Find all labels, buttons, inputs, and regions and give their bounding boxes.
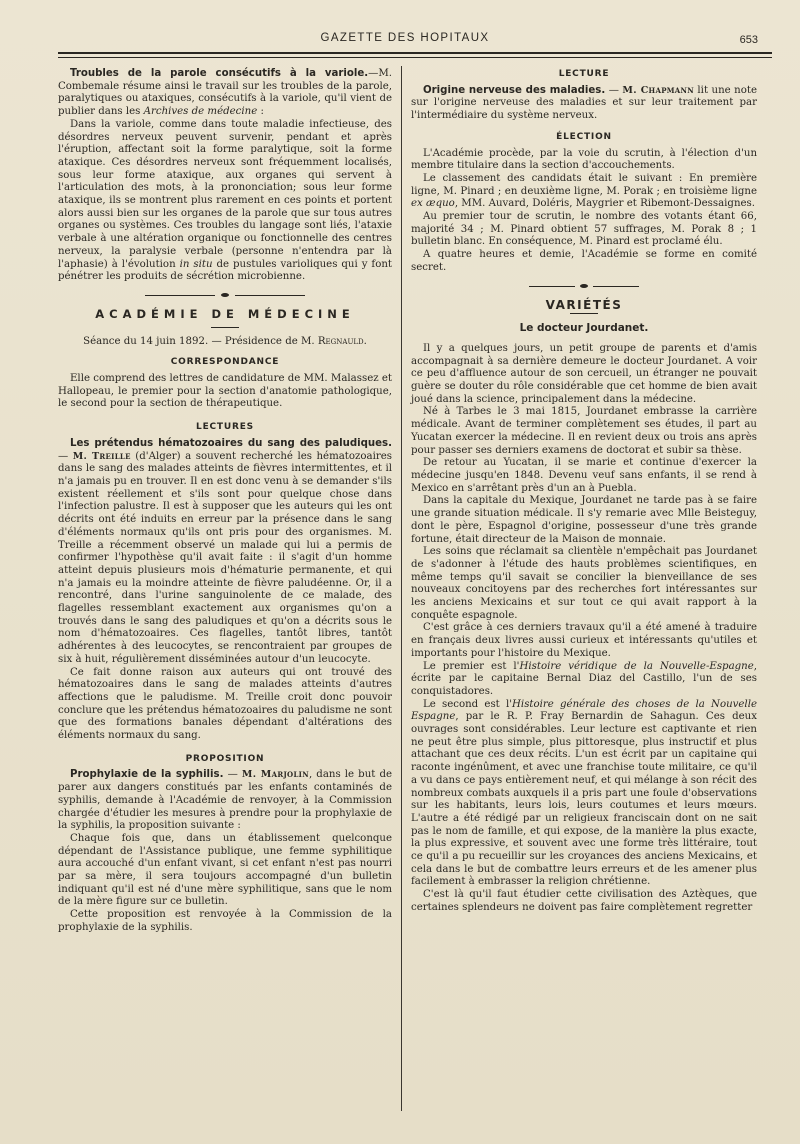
syphilis-paragraph: Prophylaxie de la syphilis. — M. Marjolin, dans le but de parer aux dangers constitués par les enfants contaminés de syphilis, demande à l'Académie de renvoyer, à la Commission chargée d'étudier les mesures à prendre pour la prophylaxie de la syphilis, la proposition suivante : (58, 769, 393, 832)
article-p6: C'est grâce à ces derniers travaux qu'il a été amené à traduire en français deux livres aussi curieux et intéressants qu'utiles et importants pour l'histoire du Mexique. (411, 622, 757, 659)
syphilis-title: Prophylaxie de la syphilis. (70, 769, 224, 781)
intro-lead-end: : (257, 106, 264, 118)
election-p2-italic: ex æquo (411, 198, 455, 210)
right-column (411, 68, 757, 1114)
intro-body (58, 119, 392, 284)
left-column (58, 68, 392, 1114)
article-p1: Il y a quelques jours, un petit groupe de parents et d'amis accompagnait à sa dernière demeure le docteur Jourdanet. A voir ce peu d'affluence autour de son cercueil, un étranger ne pouvait guère se douter du rôle considérable que cet homme de bien avait joué dans la science, principalement dans la médecine. (411, 342, 757, 405)
hematozoaires-conclusion: Ce fait donne raison aux auteurs qui ont trouvé des hématozoaires dans le sang de malades atteints d'autres affections que le paludisme. M. Treille croit donc pouvoir conclure que les prétendus hématozoaires du paludisme ne sont que des formations banales dépendant d'altérations des éléments normaux du sang. (58, 666, 392, 742)
election-p4: A quatre heures et demie, l'Académie se forme en comité secret. (411, 249, 757, 273)
intro-body-text: Dans la variole, comme dans toute maladie infectieuse, des désordres nerveux peuvent survenir, pendant et après l'éruption, affectant soit la forme paralytique, soit la forme ataxique. Ces désordres nerveux sont fréquemment localisés, sous leur forme ataxique, aux organes qui servent à l'articulation des mots, à la prononciation; sous leur forme ataxique, ils se montrent plus rarement en ces points et portent alors aussi bien sur les organes de la parole que sur tous autres organes ou systèmes. Ces troubles du langage sont liés, l'ataxie verbale à une altération organique ou fonctionnelle des centres nerveux, la paralysie verbale (personne n'entendra par là l'aphasie) à l'évolution (58, 118, 392, 270)
article-p7 (411, 661, 757, 699)
proposition-heading: PROPOSITION (185, 753, 265, 764)
origine-title: Origine nerveuse des maladies. (423, 84, 606, 96)
seance-end: . (363, 335, 367, 347)
syphilis-proposal: Chaque fois que, dans un établissement quelconque dépendant de l'Assistance publique, une femme syphilitique aura accouché d'un enfant vivant, si cet enfant n'est pas nourri par sa mère, il sera toujours accompagné d'un bulletin indiquant qu'il est né d'une mère syphilitique, sans que le nom de la mère figure sur ce bulletin. (58, 832, 392, 908)
election-p3: Au premier tour de scrutin, le nombre des votants étant 66, majorité 34 ; M. Pinard obtient 57 suffrages, M. Porak 8 ; 1 bulletin blanc. En conséquence, M. Pinard est proclamé élu. (411, 211, 757, 248)
varietes-title: VARIÉTÉS (545, 297, 623, 312)
page-header (40, 30, 770, 52)
election-p2-text: Le classement des candidats était le suivant : En première ligne, M. Pinard ; en deuxième ligne, M. Porak ; en troisième ligne (411, 172, 757, 197)
origine-text: lit une note sur l'origine nerveuse des maladies et sur leur traitement par l'intermédiaire du système nerveux. (411, 84, 757, 122)
article-p8-italic: Histoire générale des choses de la Nouvelle Espagne (411, 698, 757, 723)
intro-lead: —M. Combemale résume ainsi le travail sur les troubles de la parole, paralytiques ou ataxiques, consécutifs à la variole, qu'il vient de publier dans les (58, 68, 392, 118)
syphilis-referral: Cette proposition est renvoyée à la Commission de la prophylaxie de la syphilis. (58, 909, 392, 933)
syphilis-text: , dans le but de parer aux dangers constitués par les enfants contaminés de syphilis, demande à l'Académie de renvoyer, à la Commission chargée d'étudier les mesures à prendre pour la prophylaxie de la syphilis, la proposition suivante : (58, 769, 393, 832)
article-p2: Né à Tarbes le 3 mai 1815, Jourdanet embrasse la carrière médicale. Avant de terminer complètement ses études, il part au Yucatan exercer la médecine. Il en revient deux ou trois ans après pour passer ses derniers examens de doctorat et subir sa thèse. (411, 406, 757, 456)
article-title: Le docteur Jourdanet. (519, 322, 649, 335)
hematozoaires-paragraph: Les prétendus hématozoaires du sang des paludiques. — M. Treille (d'Alger) a souvent recherché les hématozoaires dans le sang des malades atteints de fièvres intermittentes, et il n'a jamais pu en trouver. Il en est donc venu à se demander s'ils existent réellement et s'ils sont pour quelque chose dans l'infection palustre. Il est à supposer que les auteurs qui les ont décrits ont été induits en erreur par la présence dans le sang d'éléments normaux qu'ils ont pris pour des organismes. M. Treille a récemment observé un malade qui lui a permis de confirmer l'hypothèse qu'il avait faite : il s'agit d'un homme atteint depuis plusieurs mois d'hématurie permanente, et qui n'a jamais eu la moindre atteinte de fièvre paludéenne. Or, il a rencontré, dans l'urine sanguinolente de ce malade, des flagelles ressemblant exactement aux organismes qu'on a trouvés dans le sang des paludiques et qu'on a décrits sous le nom d'hématozoaires. Ces flagelles, tantôt libres, tantôt adhérentes à des leucocytes, se rencontraient par groupes de six à huit, régulièrement disséminées autour d'un leucocyte. (58, 437, 392, 665)
seance-line (58, 336, 392, 349)
origine-paragraph: Origine nerveuse des maladies. — M. Chapmann lit une note sur l'origine nerveuse des maladies et sur leur traitement par l'intermédiaire du système nerveux. (411, 84, 757, 122)
origine-author: M. Chapmann (622, 84, 694, 96)
article-p9: C'est là qu'il faut étudier cette civilisation des Aztèques, que certaines splendeurs ne doivent pas faire complètement regretter (411, 889, 757, 913)
hematozoaires-author: M. Treille (72, 450, 131, 462)
article-p8-end: , par le R. P. Fray Bernardin de Sahagun. Ces deux ouvrages sont considérables. Leur lecture est captivante et rien ne peut être plus simple, plus pittoresque, plus instructif et plus attachant que ces deux récits. L'un est écrit par un capitaine qui raconte ingénûment, et avec une franchise toute militaire, ce qu'il a vu dans ce pays entièrement neuf, et qui mélange à son récit des nombreux combats auxquels il a pris part une foule d'observations sur les habitants, leurs lois, leurs coutumes et leurs mœurs. L'autre a été rédigé par un religieux franciscain dont on ne sait pas le nom de famille, et qui expose, de la manière la plus exacte, la plus expressive, et souvent avec une forme très littéraire, tout ce qu'il a pu recueillir sur les croyances des anciens Mexicains, et cela dans le but de combattre leurs erreurs et de les amener plus facilement à embrasser la religion chrétienne. (411, 711, 757, 888)
journal-title: GAZETTE DES HOPITAUX (320, 32, 490, 44)
seance-text: Séance du 14 juin 1892. — Présidence de M. (83, 335, 318, 347)
election-p2 (411, 173, 757, 211)
syphilis-author: M. Marjolin (241, 769, 309, 781)
header-rule (58, 52, 772, 54)
article-p8 (411, 699, 757, 890)
article-p7-italic: Histoire véridique de la Nouvelle-Espagne (519, 660, 754, 672)
academie-title: ACADÉMIE DE MÉDECINE (95, 306, 355, 321)
article-p5: Les soins que réclamait sa clientèle n'empêchait pas Jourdanet de s'adonner à l'étude des hauts problèmes scientifiques, en même temps qu'il savait se concilier la bienveillance de ses nouveaux concitoyens par des recherches fort intéressantes sur les anciens Mexicains et sur tout ce qui avait rapport à la conquête espagnole. (411, 546, 757, 621)
intro-body-end: de pustules varioliques qui y font pénétrer les produits de sécrétion microbienne. (58, 258, 392, 283)
short-rule-right (570, 313, 598, 314)
article-p8-text: Le second est l' (423, 698, 513, 710)
page-number: 653 (739, 34, 758, 46)
election-p1: L'Académie procède, par la voie du scrutin, à l'élection d'un membre titulaire dans la section d'accouchements. (411, 147, 757, 172)
lectures-heading: LECTURES (196, 422, 254, 433)
correspondance-heading: CORRESPONDANCE (170, 357, 280, 368)
section-ornament (145, 292, 305, 300)
article-p7-text: Le premier est l' (423, 660, 520, 672)
column-divider (401, 66, 402, 1111)
intro-title: Troubles de la parole consécutifs à la variole. (70, 68, 369, 79)
election-p2-end: , MM. Auvard, Doléris, Maygrier et Ribemont-Dessaignes. (454, 198, 756, 210)
short-rule (211, 327, 239, 328)
intro-journal: Archives de médecine (143, 106, 258, 118)
seance-president: Regnauld (317, 335, 364, 347)
article-p4: Dans la capitale du Mexique, Jourdanet ne tarde pas à se faire une grande situation médicale. Il s'y remarie avec Mlle Beisteguy, dont le père, Espagnol d'origine, possesseur d'une très grande fortune, était directeur de la Maison de monnaie. (411, 495, 757, 545)
section-ornament-right (529, 283, 639, 291)
article-p7-end: , écrite par le capitaine Bernal Diaz del Castillo, l'un de ses conquistadores. (411, 660, 758, 697)
header-rule-thin (58, 57, 772, 58)
hematozoaires-title: Les prétendus hématozoaires du sang des paludiques. (70, 437, 392, 449)
election-heading: ÉLECTION (556, 131, 612, 142)
intro-paragraph (58, 68, 392, 119)
intro-body-italic: in situ (179, 258, 213, 270)
hematozoaires-text: (d'Alger) a souvent recherché les hématozoaires dans le sang des malades atteints de fièvres intermittentes, et il n'a jamais pu en trouver. Il en est donc venu à se demander s'ils existent réellement et s'ils sont pour quelque chose dans l'infection palustre. Il est à supposer que les auteurs qui les ont décrits ont été induits en erreur par la présence dans le sang d'éléments normaux qu'ils ont pris pour des organismes. M. Treille a récemment observé un malade qui lui a permis de confirmer l'hypothèse qu'il avait faite : il s'agit d'un homme atteint depuis plusieurs mois d'hématurie permanente, et qui n'a jamais eu la moindre atteinte de fièvre paludéenne. Or, il a rencontré, dans l'urine sanguinolente de ce malade, des flagelles ressemblant exactement aux organismes qu'on a trouvés dans le sang des paludiques et qu'on a décrits sous le nom d'hématozoaires. Ces flagelles, tantôt libres, tantôt adhérentes à des leucocytes, se rencontraient par groupes de six à huit, régulièrement disséminées autour d'un leucocyte. (58, 450, 392, 665)
correspondance-text: Elle comprend des lettres de candidature de MM. Malassez et Hallopeau, le premier pour la section d'anatomie pathologique, le second pour la section de thérapeutique. (58, 373, 392, 410)
article-p3: De retour au Yucatan, il se marie et continue d'exercer la médecine jusqu'en 1848. Devenu veuf sans enfants, il se rend à Mexico en s'arrêtant près d'un an à Puebla. (411, 457, 757, 494)
lecture-heading: LECTURE (558, 69, 610, 79)
